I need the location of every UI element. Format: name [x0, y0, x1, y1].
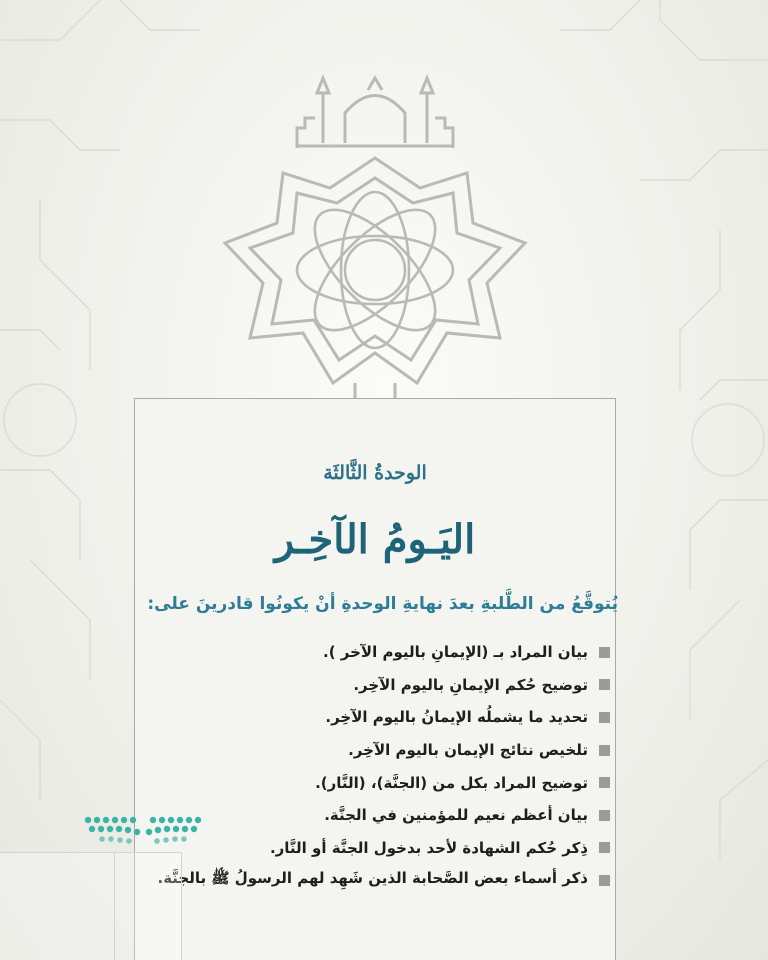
objective-text: ذِكر حُكم الشهادة لأحد بدخول الجنَّة أو النَّار. — [269, 838, 588, 857]
square-bullet-icon — [599, 679, 610, 690]
square-bullet-icon — [599, 712, 610, 723]
square-bullet-icon — [599, 875, 610, 886]
list-item — [170, 636, 610, 669]
list-item — [170, 701, 610, 734]
unit-label: الوحدةُ الثَّالثَة — [323, 462, 427, 484]
objective-text: تحديد ما يشملُه الإيمانُ باليوم الآخِر. — [325, 708, 588, 727]
objective-text: بيان أعظم نعيم للمؤمنين في الجنَّة. — [324, 806, 588, 825]
decorative-frame — [0, 852, 182, 960]
square-bullet-icon — [599, 777, 610, 788]
objective-text: توضيح حُكم الإيمانِ باليوم الآخِر. — [353, 675, 588, 694]
divider — [114, 852, 115, 960]
objectives-intro: يُتوقَّعُ من الطَّلبةِ بعدَ نهايةِ الوحدةِ أنْ يكونُوا قادرينَ على: — [147, 594, 618, 614]
list-item — [170, 766, 610, 799]
list-item — [170, 832, 610, 865]
ministry-dots-logo-icon — [82, 812, 204, 846]
list-item — [170, 799, 610, 832]
mosque-star-emblem-icon — [205, 38, 545, 458]
objective-text: ذكر أسماء بعض الصَّحابة الذين شَهِد لهم الرسولُ ﷺ بالجنَّة. — [157, 869, 588, 888]
square-bullet-icon — [599, 745, 610, 756]
list-item — [157, 864, 610, 897]
objectives-list — [157, 636, 610, 897]
list-item — [170, 669, 610, 702]
square-bullet-icon — [599, 647, 610, 658]
unit-title: اليَـومُ الآخِـر — [274, 516, 476, 563]
list-item — [170, 734, 610, 767]
square-bullet-icon — [599, 842, 610, 853]
objective-text: تلخيص نتائج الإيمان باليوم الآخِر. — [348, 741, 588, 760]
square-bullet-icon — [599, 810, 610, 821]
objective-text: بيان المراد بـ (الإيمانِ باليوم الآخر ). — [323, 643, 588, 662]
objective-text: توضيح المراد بكل من (الجنَّة)، (النَّار). — [315, 773, 588, 792]
